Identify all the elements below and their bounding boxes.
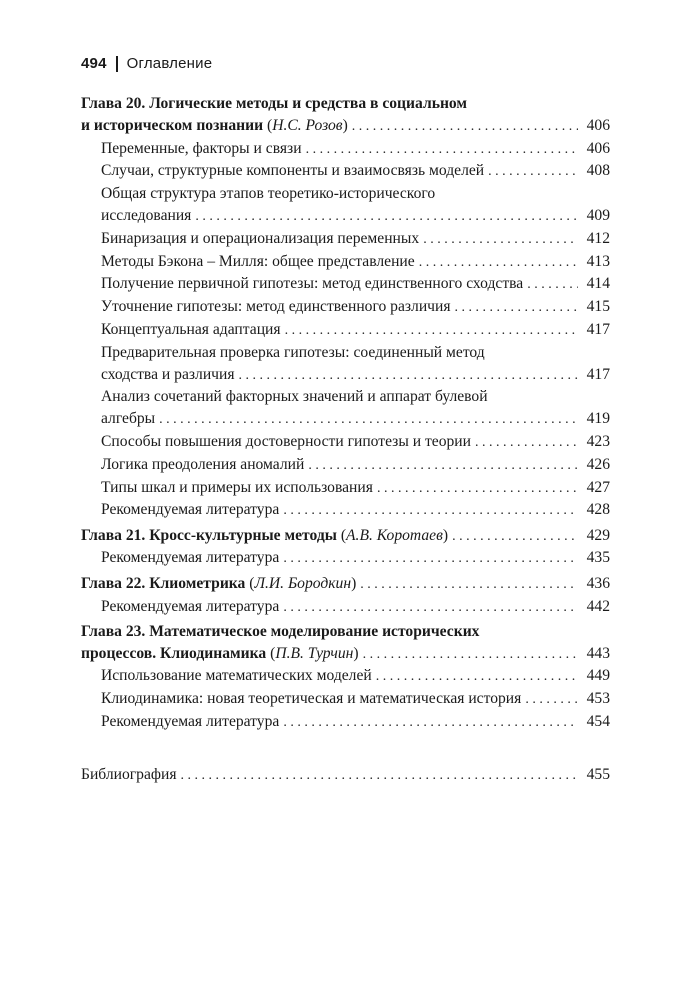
page-ref: 419 [586, 410, 610, 428]
page-ref: 435 [586, 549, 610, 567]
page-ref: 406 [586, 116, 610, 134]
header-divider [116, 56, 118, 72]
dot-leader [283, 712, 578, 734]
page-ref: 453 [586, 690, 610, 708]
chapter-title-line: процессов. Клиодинамика [81, 644, 267, 662]
toc-item[interactable] [81, 477, 610, 500]
dot-leader [525, 689, 578, 711]
page-ref: 415 [586, 298, 610, 316]
dot-leader [452, 526, 578, 548]
toc-item-title: Рекомендуемая литература [101, 549, 280, 567]
dot-leader [306, 139, 578, 161]
toc-item[interactable] [81, 183, 610, 228]
toc-item[interactable] [81, 431, 610, 454]
toc-item-title: Библиография [81, 765, 177, 783]
toc-item[interactable] [81, 711, 610, 734]
dot-leader [283, 500, 578, 522]
toc-item-title: Уточнение гипотезы: метод единственного различия [101, 298, 451, 316]
chapter-title-line: Глава 20. Логические методы и средства в социальном [81, 95, 468, 112]
toc-item-title: Способы повышения достоверности гипотезы и теории [101, 432, 471, 450]
dot-leader [283, 548, 578, 570]
page-ref: 436 [586, 574, 610, 592]
toc-item[interactable] [81, 665, 610, 688]
toc-item-title-line: Предварительная проверка гипотезы: соединенный метод [101, 343, 485, 361]
dot-leader [239, 365, 578, 387]
running-title: Оглавление [126, 55, 213, 72]
toc-item[interactable] [81, 251, 610, 274]
dot-leader [376, 666, 578, 688]
toc-item[interactable] [81, 596, 610, 619]
page-ref: 417 [586, 320, 610, 338]
toc-item-title: Рекомендуемая литература [101, 597, 280, 615]
toc-item-title: Бинаризация и операционализация переменных [101, 229, 420, 247]
dot-leader [308, 455, 578, 477]
page-ref: 429 [586, 526, 610, 544]
toc-chapter-21[interactable]: Глава 21. Кросс-культурные методы (А.В. Коротаев) . . . 429 [81, 525, 610, 548]
toc-chapter-22[interactable]: Глава 22. Клиометрика (Л.И. Бородкин) . . . 436 [81, 573, 610, 596]
running-header [81, 55, 212, 72]
dot-leader [527, 274, 578, 296]
dot-leader [283, 597, 578, 619]
toc-item[interactable] [81, 688, 610, 711]
toc-item-title: Клиодинамика: новая теоретическая и математическая история [101, 690, 522, 708]
toc-item[interactable] [81, 547, 610, 570]
toc-item-title-line: Анализ сочетаний факторных значений и аппарат булевой [101, 388, 488, 406]
chapter-author: Н.С. Розов [272, 116, 343, 134]
toc-item-title: Концептуальная адаптация [101, 320, 281, 338]
toc-item-title: Случаи, структурные компоненты и взаимосвязь моделей [101, 162, 485, 180]
page-number: 494 [81, 55, 107, 72]
toc-item-title: Типы шкал и примеры их использования [101, 478, 373, 496]
chapter-author: П.В. Турчин [275, 644, 354, 662]
toc-item[interactable] [81, 454, 610, 477]
dot-leader [475, 432, 578, 454]
dot-leader [285, 320, 578, 342]
toc-item[interactable] [81, 342, 610, 387]
toc-item-title: Логика преодоления аномалий [101, 455, 305, 473]
toc-item[interactable] [81, 319, 610, 342]
toc-item-title-line: Общая структура этапов теоретико-исторического [101, 185, 436, 203]
page-ref: 449 [586, 667, 610, 685]
page-ref: 417 [586, 365, 610, 383]
toc-item-title: Рекомендуемая литература [101, 501, 280, 519]
dot-leader [488, 161, 578, 183]
toc-item-title: сходства и различия [101, 365, 235, 383]
toc-item[interactable] [81, 138, 610, 161]
chapter-title: Глава 21. Кросс-культурные методы [81, 526, 337, 544]
dot-leader [423, 229, 578, 251]
page-ref: 406 [586, 139, 610, 157]
toc-item-title: Рекомендуемая литература [101, 713, 280, 731]
toc-item[interactable] [81, 386, 610, 431]
toc-item-title: исследования [101, 206, 192, 224]
dot-leader [360, 574, 578, 596]
table-of-contents [81, 93, 610, 787]
dot-leader [352, 116, 578, 138]
page-ref: 408 [586, 162, 610, 180]
page-ref: 423 [586, 432, 610, 450]
page-ref: 426 [586, 455, 610, 473]
toc-item-title: Использование математических моделей [101, 667, 372, 685]
toc-item[interactable] [81, 160, 610, 183]
dot-leader [159, 409, 578, 431]
dot-leader [455, 297, 578, 319]
dot-leader [195, 206, 578, 228]
dot-leader [363, 644, 578, 666]
toc-chapter-23[interactable]: Глава 23. Математическое моделирование исторических процессов. Клиодинамика (П.В. Турчин) . . . 443 [81, 621, 610, 666]
toc-item[interactable] [81, 296, 610, 319]
page-ref: 442 [586, 597, 610, 615]
toc-chapter-20[interactable]: Глава 20. Логические методы и средства в социальном и историческом познании (Н.С. Розов) . . . 406 [81, 93, 610, 138]
toc-item-title: алгебры [101, 410, 156, 428]
page-ref: 413 [586, 252, 610, 270]
chapter-author: А.В. Коротаев [346, 526, 443, 544]
dot-leader [377, 478, 578, 500]
page-ref: 454 [586, 713, 610, 731]
toc-item-title: Переменные, факторы и связи [101, 139, 302, 157]
chapter-title-line: Глава 23. Математическое моделирование исторических [81, 622, 480, 640]
toc-item-title: Получение первичной гипотезы: метод единственного сходства [101, 275, 524, 293]
page-ref: 427 [586, 478, 610, 496]
dot-leader [419, 252, 578, 274]
toc-item[interactable] [81, 499, 610, 522]
chapter-author: Л.И. Бородкин [254, 574, 352, 592]
chapter-title-line: и историческом познании [81, 116, 264, 134]
toc-item[interactable] [81, 273, 610, 296]
page-ref: 414 [586, 275, 610, 293]
page-ref: 455 [586, 765, 610, 783]
page-ref: 443 [586, 644, 610, 662]
page-ref: 412 [586, 229, 610, 247]
dot-leader [181, 765, 578, 787]
toc-item-title: Методы Бэкона – Милля: общее представление [101, 252, 415, 270]
toc-item[interactable] [81, 228, 610, 251]
toc-bibliography[interactable] [81, 764, 610, 787]
page-ref: 428 [586, 501, 610, 519]
chapter-title: Глава 22. Клиометрика [81, 574, 246, 592]
page-ref: 409 [586, 206, 610, 224]
